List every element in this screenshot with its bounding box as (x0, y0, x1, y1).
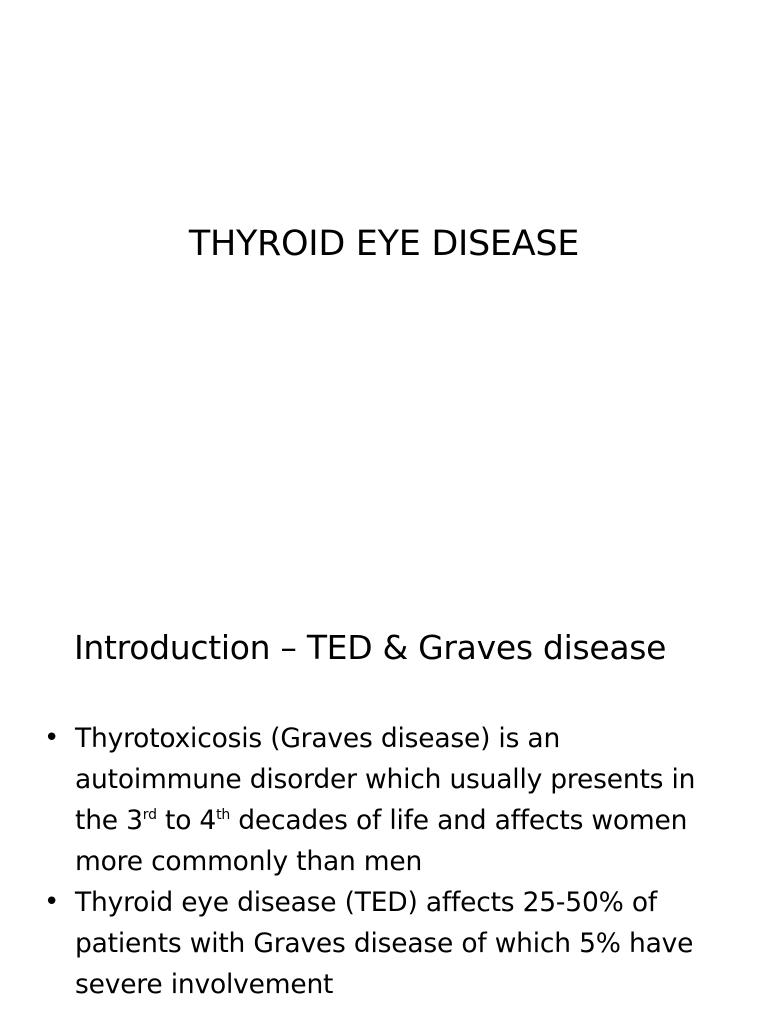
bullet-item (44, 718, 734, 882)
bullet-text-part: Thyrotoxicosis (Graves disease) is an autoimmune disorder which usually presents in the 3 (75, 723, 696, 836)
ordinal-suffix: th (216, 807, 231, 823)
slide-introduction (0, 576, 768, 1024)
ordinal-suffix: rd (142, 807, 157, 823)
bullet-text-part: to 4 (156, 805, 217, 836)
bullet-item (44, 882, 734, 1005)
bullet-dot-icon: • (44, 887, 60, 917)
bullet-list (44, 718, 734, 1005)
bullet-text-part: decades of life and affects women more commonly than men (75, 805, 688, 877)
slide-title-heading: THYROID EYE DISEASE (188, 224, 580, 264)
bullet-dot-icon: • (44, 723, 60, 753)
slide-introduction-heading: Introduction – TED & Graves disease (74, 628, 667, 667)
bullet-text: Thyroid eye disease (TED) affects 25-50% of patients with Graves disease of which 5% have severe involvement (75, 887, 694, 1000)
